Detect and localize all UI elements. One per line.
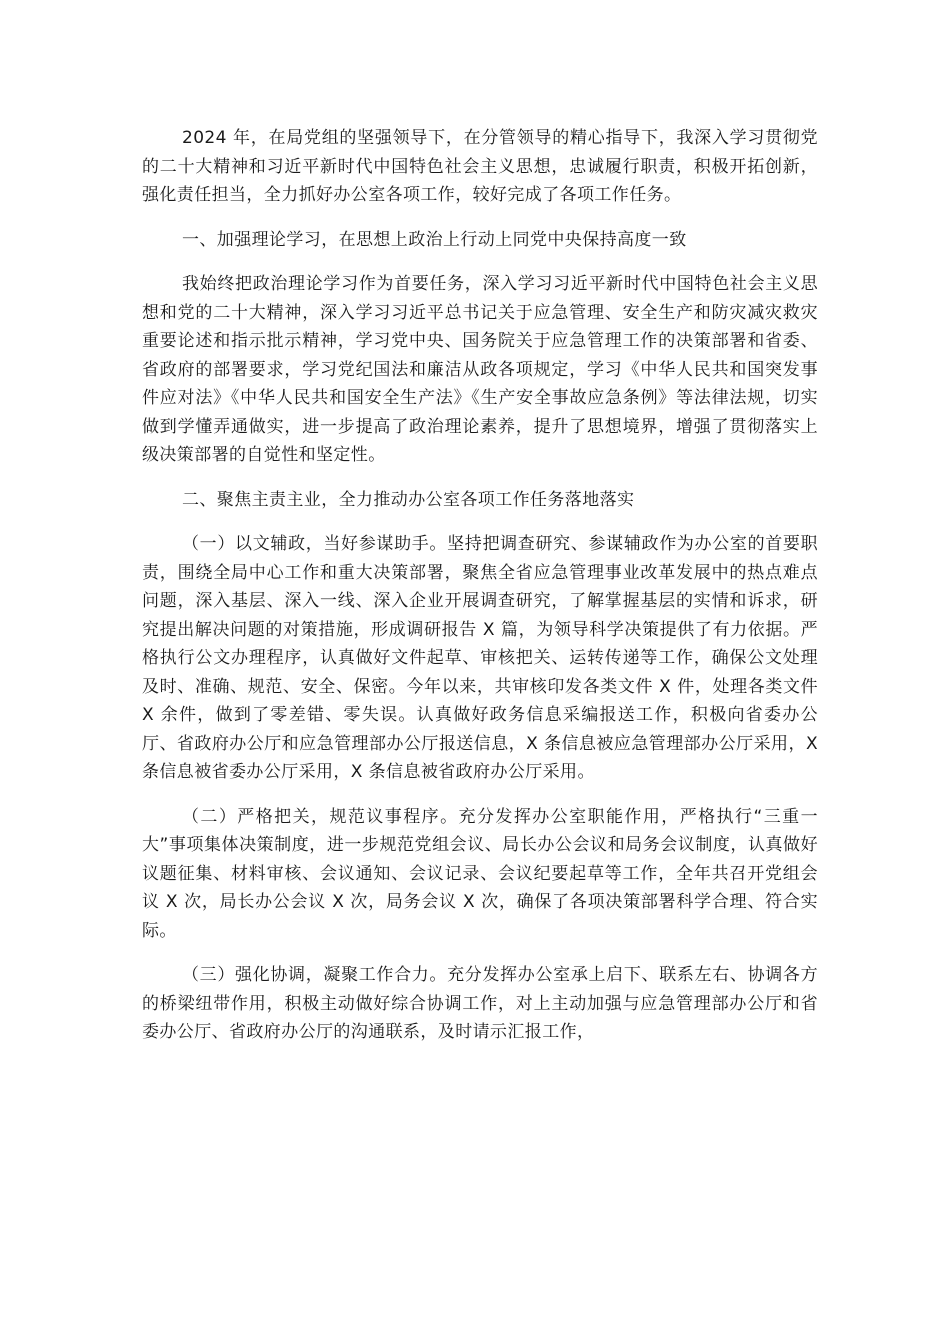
subsection-1-paragraph: （一）以文辅政，当好参谋助手。坚持把调查研究、参谋辅政作为办公室的首要职责，围绕全局中心工作和重大决策部署，聚焦全省应急管理事业改革发展中的热点难点问题，深入基层、深入一线、深入企业开展调查研究，了解掌握基层的实情和诉求，研究提出解决问题的对策措施，形成调研报告 X 篇，为领导科学决策提供了有力依据。严格执行公文办理程序，认真做好文件起草、审核把关、运转传递等工作，确保公文处理及时、准确、规范、安全、保密。今年以来，共审核印发各类文件 X 件，处理各类文件 X 余件，做到了零差错、零失误。认真做好政务信息采编报送工作，积极向省委办公厅、省政府办公厅和应急管理部办公厅报送信息，X 条信息被应急管理部办公厅采用，X 条信息被省委办公厅采用，X 条信息被省政府办公厅采用。 (142, 534, 818, 782)
document-page (142, 124, 818, 1047)
subsection-3-paragraph: （三）强化协调，凝聚工作合力。充分发挥办公室承上启下、联系左右、协调各方的桥梁纽带作用，积极主动做好综合协调工作，对上主动加强与应急管理部办公厅和省委办公厅、省政府办公厅的沟通联系，及时请示汇报工作， (142, 965, 818, 1042)
section-1-paragraph: 我始终把政治理论学习作为首要任务，深入学习习近平新时代中国特色社会主义思想和党的二十大精神，深入学习习近平总书记关于应急管理、安全生产和防灾减灾救灾重要论述和指示批示精神，学习党中央、国务院关于应急管理工作的决策部署和省委、省政府的部署要求，学习党纪国法和廉洁从政各项规定，学习《中华人民共和国突发事件应对法》《中华人民共和国安全生产法》《生产安全事故应急条例》等法律法规，切实做到学懂弄通做实，进一步提高了政治理论素养，提升了思想境界，增强了贯彻落实上级决策部署的自觉性和坚定性。 (142, 274, 818, 465)
section-heading-2: 二、聚焦主责主业，全力推动办公室各项工作任务落地落实 (182, 489, 635, 510)
intro-paragraph: 2024 年，在局党组的坚强领导下，在分管领导的精心指导下，我深入学习贯彻党的二十大精神和习近平新时代中国特色社会主义思想，忠诚履行职责，积极开拓创新，强化责任担当，全力抓好办公室各项工作，较好完成了各项工作任务。 (142, 128, 818, 205)
section-heading-1: 一、加强理论学习，在思想上政治上行动上同党中央保持高度一致 (182, 229, 687, 250)
subsection-2-paragraph: （二）严格把关，规范议事程序。充分发挥办公室职能作用，严格执行“三重一大”事项集体决策制度，进一步规范党组会议、局长办公会议和局务会议制度，认真做好议题征集、材料审核、会议通知、会议记录、会议纪要起草等工作，全年共召开党组会议 X 次，局长办公会议 X 次，局务会议 X 次，确保了各项决策部署科学合理、符合实际。 (142, 806, 818, 941)
